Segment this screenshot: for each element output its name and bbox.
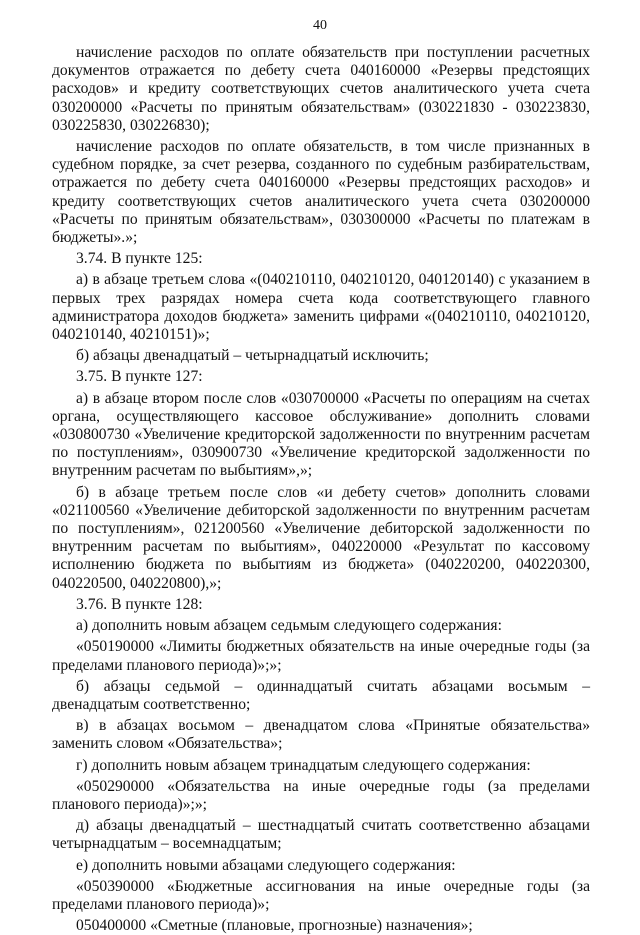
page-number: 40: [313, 18, 327, 33]
paragraph: е) дополнить новыми абзацами следующего содержания:: [76, 856, 456, 874]
paragraph: а) в абзаце втором после слов «030700000 «Расчеты по операциям на счетах органа, осуществляющего кассовое обслуживание» дополнить словами «030800730 «Увеличение кредиторской задолженности по внутренним расчетам по поступлениям», 030900730 «Увеличение кредиторской задолженности по внутренним расчетам по выбытиям»,»;: [52, 389, 590, 480]
paragraph: б) абзацы седьмой – одиннадцатый считать абзацами восьмым – двенадцатым соответственно;: [52, 677, 590, 713]
document-body: [52, 44, 590, 935]
paragraph: б) в абзаце третьем после слов «и дебету счетов» дополнить словами «021100560 «Увеличение дебиторской задолженности по внутренним расчетам по поступлениям», 021200560 «Увеличение дебиторской задолженности по внутренним расчетам по выбытиям», 040220000 «Результат по кассовому исполнению бюджета по выбытиям из бюджета» (040220200, 040220300, 040220500, 040220800),»;: [52, 483, 590, 592]
paragraph: начисление расходов по оплате обязательств при поступлении расчетных документов отражается по дебету счета 040160000 «Резервы предстоящих расходов» и кредиту соответствующих счетов аналитического учета счета 030200000 «Расчеты по принятым обязательствам» (030221830 - 030223830, 030225830, 030226830);: [52, 44, 590, 134]
paragraph: в) в абзацах восьмом – двенадцатом слова «Принятые обязательства» заменить словом «Обязательства»;: [52, 717, 590, 753]
section-heading: 3.75. В пункте 127:: [76, 368, 203, 386]
paragraph: д) абзацы двенадцатый – шестнадцатый считать соответственно абзацами четырнадцатым – восемнадцатым;: [52, 817, 590, 853]
paragraph: начисление расходов по оплате обязательств, в том числе признанных в судебном порядке, за счет резерва, созданного по судебным разбирательствам, отражается по дебету счета 040160000 «Резервы предстоящих расходов» и кредиту соответствующих счетов аналитического учета счета 030200000 «Расчеты по принятым обязательствам», 030300000 «Расчеты по платежам в бюджеты».»;: [52, 138, 590, 247]
section-heading: 3.76. В пункте 128:: [76, 595, 203, 613]
paragraph: 050400000 «Сметные (плановые, прогнозные) назначения»;: [76, 917, 473, 935]
paragraph: «050390000 «Бюджетные ассигнования на иные очередные годы (за пределами планового периода)»;: [52, 877, 590, 913]
paragraph: г) дополнить новым абзацем тринадцатым следующего содержания:: [76, 756, 531, 774]
paragraph: а) дополнить новым абзацем седьмым следующего содержания:: [76, 617, 502, 635]
paragraph: «050190000 «Лимиты бюджетных обязательств на иные очередные годы (за пределами планового периода)»;»;: [52, 638, 590, 674]
paragraph: «050290000 «Обязательства на иные очередные годы (за пределами планового периода)»;»;: [52, 777, 590, 813]
paragraph: б) абзацы двенадцатый – четырнадцатый исключить;: [76, 347, 429, 365]
paragraph: а) в абзаце третьем слова «(040210110, 040210120, 040120140) с указанием в первых трех разрядах номера счета кода соответствующего главного администратора доходов бюджета» заменить цифрами «(040210110, 040210120, 040210140, 40210151)»;: [52, 271, 590, 344]
section-heading: 3.74. В пункте 125:: [76, 250, 203, 268]
